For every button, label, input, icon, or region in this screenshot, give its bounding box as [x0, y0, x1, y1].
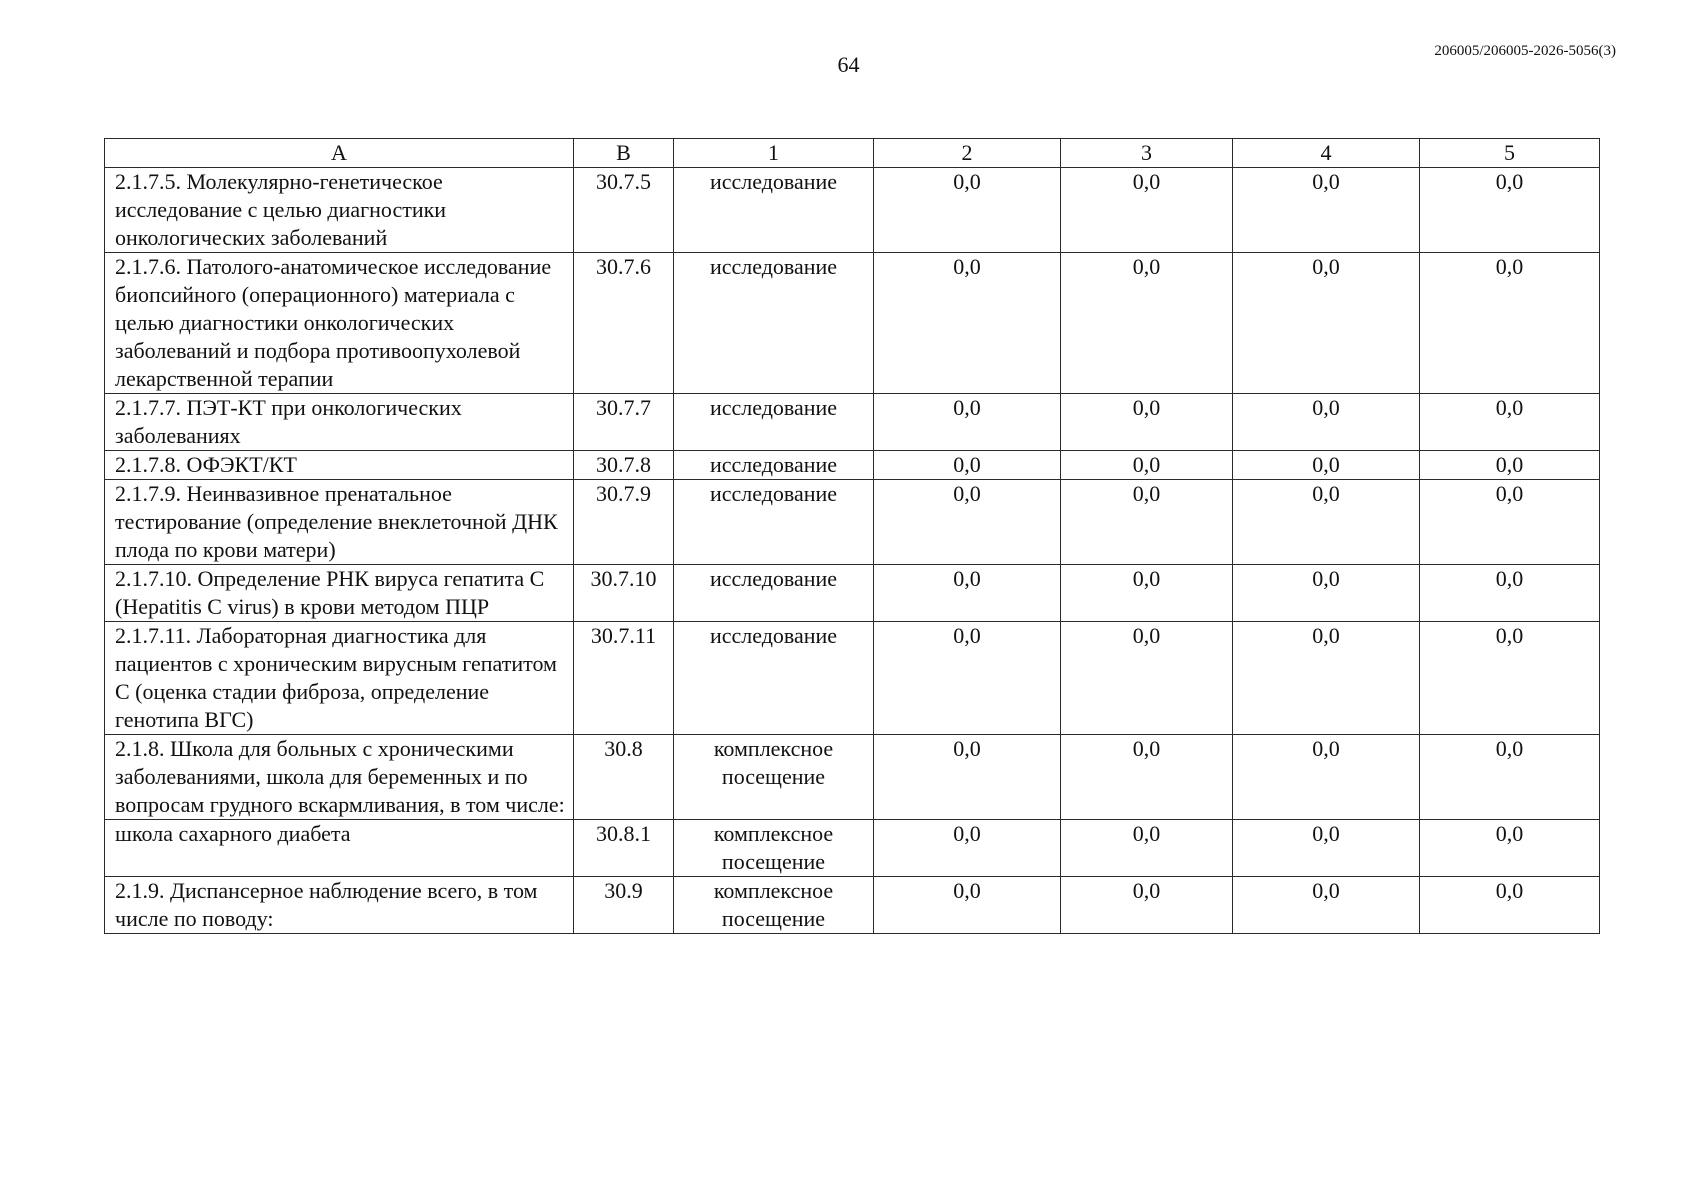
row-value-4: 0,0: [1233, 451, 1420, 480]
column-header-3: 3: [1061, 139, 1233, 168]
table-row: [105, 168, 1600, 253]
row-unit: комплексное посещение: [674, 735, 874, 820]
row-value-2: 0,0: [874, 735, 1061, 820]
row-value-4: 0,0: [1233, 168, 1420, 253]
table-row: [105, 820, 1600, 877]
row-value-2: 0,0: [874, 253, 1061, 394]
row-value-2: 0,0: [874, 480, 1061, 565]
document-id: 206005/206005-2026-5056(3): [1434, 43, 1616, 59]
column-header-1: 1: [674, 139, 874, 168]
table-row: [105, 451, 1600, 480]
row-value-5: 0,0: [1420, 253, 1600, 394]
row-code: 30.7.9: [574, 480, 674, 565]
row-unit: исследование: [674, 565, 874, 622]
row-value-3: 0,0: [1061, 877, 1233, 934]
page-number: 64: [837, 52, 860, 77]
row-value-5: 0,0: [1420, 168, 1600, 253]
row-name: 2.1.7.9. Неинвазивное пренатальное тестирование (определение внеклеточной ДНК плода по крови матери): [105, 480, 574, 565]
row-value-5: 0,0: [1420, 394, 1600, 451]
row-value-3: 0,0: [1061, 451, 1233, 480]
row-value-5: 0,0: [1420, 820, 1600, 877]
row-unit: комплексное посещение: [674, 820, 874, 877]
row-value-2: 0,0: [874, 451, 1061, 480]
table-row: [105, 735, 1600, 820]
row-code: 30.7.8: [574, 451, 674, 480]
row-code: 30.7.5: [574, 168, 674, 253]
table-row: [105, 622, 1600, 735]
row-value-3: 0,0: [1061, 168, 1233, 253]
table-row: [105, 565, 1600, 622]
row-value-3: 0,0: [1061, 565, 1233, 622]
row-unit: исследование: [674, 394, 874, 451]
row-code: 30.8: [574, 735, 674, 820]
row-value-4: 0,0: [1233, 735, 1420, 820]
row-value-2: 0,0: [874, 394, 1061, 451]
row-value-3: 0,0: [1061, 622, 1233, 735]
row-name: 2.1.7.11. Лабораторная диагностика для пациентов с хроническим вирусным гепатитом С (оценка стадии фиброза, определение генотипа ВГС): [105, 622, 574, 735]
row-value-5: 0,0: [1420, 877, 1600, 934]
row-unit: исследование: [674, 622, 874, 735]
row-value-2: 0,0: [874, 565, 1061, 622]
row-unit: комплексное посещение: [674, 877, 874, 934]
row-unit: исследование: [674, 168, 874, 253]
row-code: 30.7.6: [574, 253, 674, 394]
row-name: 2.1.7.6. Патолого-анатомическое исследование биопсийного (операционного) материала с целью диагностики онкологических заболеваний и подбора противоопухолевой лекарственной терапии: [105, 253, 574, 394]
row-value-3: 0,0: [1061, 480, 1233, 565]
column-header-4: 4: [1233, 139, 1420, 168]
column-header-a: А: [105, 139, 574, 168]
row-value-3: 0,0: [1061, 253, 1233, 394]
row-unit: исследование: [674, 451, 874, 480]
column-header-5: 5: [1420, 139, 1600, 168]
row-code: 30.8.1: [574, 820, 674, 877]
row-value-3: 0,0: [1061, 820, 1233, 877]
table-row: [105, 877, 1600, 934]
row-unit: исследование: [674, 253, 874, 394]
table-row: [105, 480, 1600, 565]
row-value-2: 0,0: [874, 622, 1061, 735]
row-name: школа сахарного диабета: [105, 820, 574, 877]
row-name: 2.1.7.5. Молекулярно-генетическое исследование с целью диагностики онкологических заболеваний: [105, 168, 574, 253]
row-value-5: 0,0: [1420, 622, 1600, 735]
row-unit: исследование: [674, 480, 874, 565]
table-row: [105, 253, 1600, 394]
row-value-4: 0,0: [1233, 480, 1420, 565]
row-code: 30.7.11: [574, 622, 674, 735]
row-code: 30.7.7: [574, 394, 674, 451]
row-value-4: 0,0: [1233, 877, 1420, 934]
row-value-4: 0,0: [1233, 820, 1420, 877]
column-header-b: В: [574, 139, 674, 168]
row-value-4: 0,0: [1233, 622, 1420, 735]
row-code: 30.7.10: [574, 565, 674, 622]
row-code: 30.9: [574, 877, 674, 934]
row-name: 2.1.9. Диспансерное наблюдение всего, в том числе по поводу:: [105, 877, 574, 934]
row-value-4: 0,0: [1233, 565, 1420, 622]
table-row: [105, 394, 1600, 451]
row-name: 2.1.8. Школа для больных с хроническими заболеваниями, школа для беременных и по вопросам грудного вскармливания, в том числе:: [105, 735, 574, 820]
row-value-5: 0,0: [1420, 735, 1600, 820]
row-value-4: 0,0: [1233, 253, 1420, 394]
row-name: 2.1.7.10. Определение РНК вируса гепатита С (Hepatitis C virus) в крови методом ПЦР: [105, 565, 574, 622]
row-value-3: 0,0: [1061, 735, 1233, 820]
data-table: [104, 138, 1600, 934]
column-header-2: 2: [874, 139, 1061, 168]
row-value-3: 0,0: [1061, 394, 1233, 451]
header-row: [105, 139, 1600, 168]
row-value-2: 0,0: [874, 168, 1061, 253]
row-value-5: 0,0: [1420, 480, 1600, 565]
row-value-5: 0,0: [1420, 565, 1600, 622]
row-value-2: 0,0: [874, 877, 1061, 934]
row-value-2: 0,0: [874, 820, 1061, 877]
row-name: 2.1.7.8. ОФЭКТ/КТ: [105, 451, 574, 480]
row-value-5: 0,0: [1420, 451, 1600, 480]
row-value-4: 0,0: [1233, 394, 1420, 451]
row-name: 2.1.7.7. ПЭТ-КТ при онкологических заболеваниях: [105, 394, 574, 451]
